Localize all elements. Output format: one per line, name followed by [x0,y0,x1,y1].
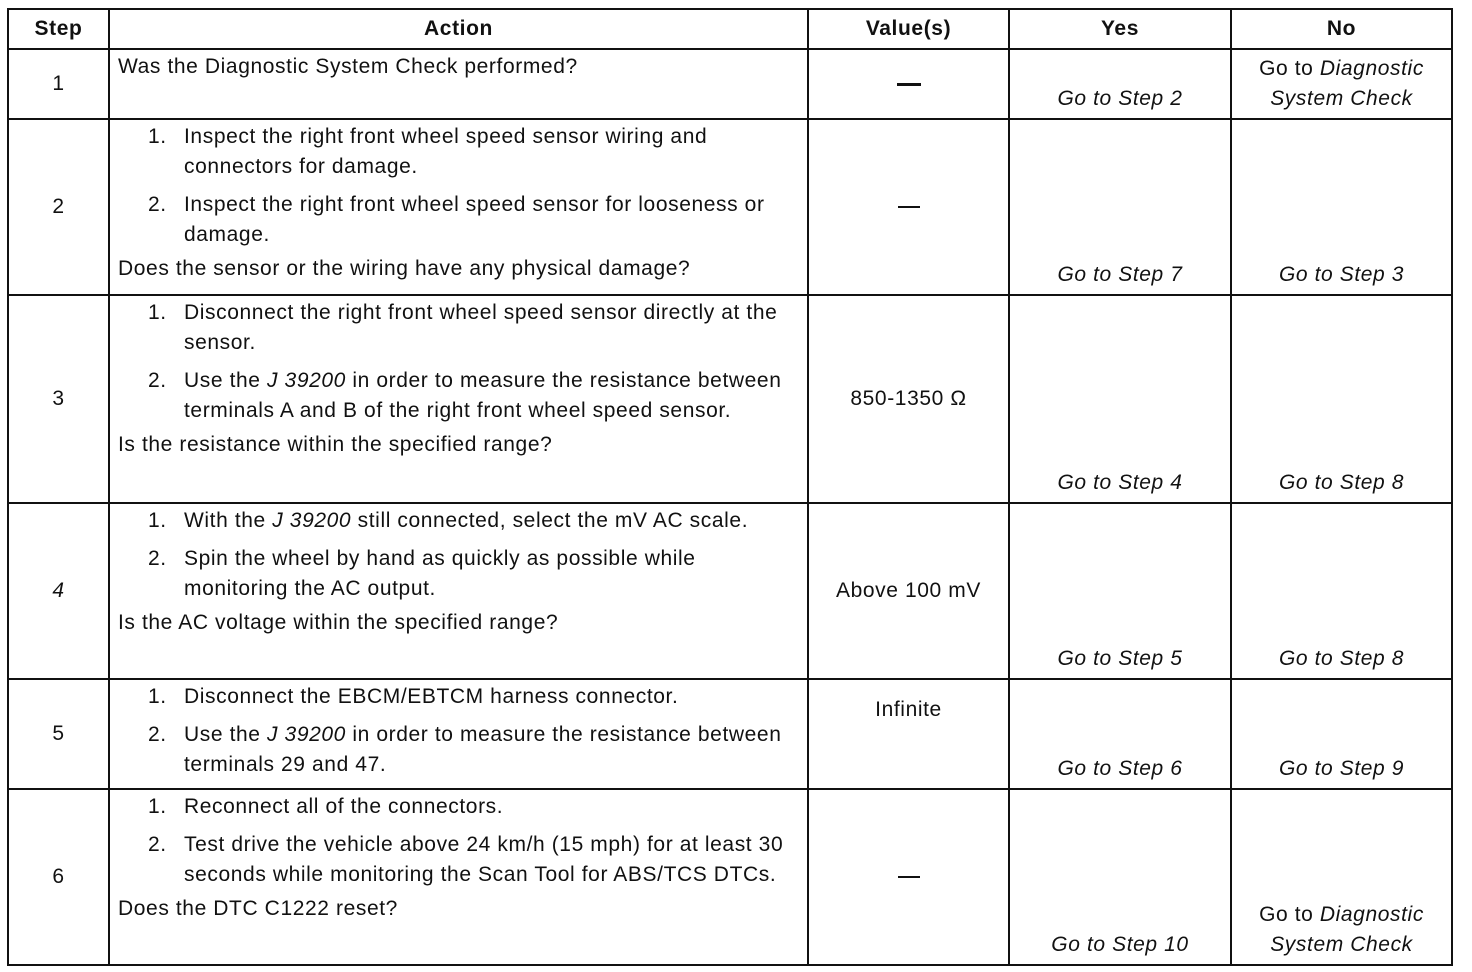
value-dash [898,206,920,208]
item-text: Inspect the right front wheel speed sensor for looseness or damage. [184,193,765,246]
table-row-step-4 [8,503,1452,679]
action-item [118,830,799,890]
item-text: Spin the wheel by hand as quickly as possible while monitoring the AC output. [184,547,696,600]
step-number: 1 [8,49,109,119]
step-number: 3 [8,295,109,503]
item-number: 2. [148,193,167,216]
action-cell [109,119,808,295]
header-yes: Yes [1009,9,1231,49]
action-cell [109,503,808,679]
action-item [118,366,799,426]
action-cell [109,295,808,503]
item-text-pre: With the [184,509,273,532]
step-number: 4 [8,503,109,679]
table-row-step-1 [8,49,1452,119]
step-number: 6 [8,789,109,965]
yes-go-to-step-6[interactable]: Go to Step 6 [1009,679,1231,789]
action-item [118,190,799,250]
item-number: 2. [148,833,167,856]
value-cell [808,119,1009,295]
item-text-post: still connected, select the mV AC scale. [351,509,749,532]
action-item [118,544,799,604]
no-go-to-step-9[interactable]: Go to Step 9 [1231,679,1452,789]
tool-name: J 39200 [267,723,346,746]
no-go-to-diagnostic-check[interactable] [1231,789,1452,965]
action-cell [109,789,808,965]
item-number: 1. [148,685,167,708]
value-cell [808,49,1009,119]
action-question: Does the sensor or the wiring have any physical damage? [118,257,691,280]
step-number: 5 [8,679,109,789]
yes-go-to-step-10[interactable]: Go to Step 10 [1009,789,1231,965]
value-cell: 850-1350 Ω [808,295,1009,503]
yes-go-to-step-7[interactable]: Go to Step 7 [1009,119,1231,295]
action-item [118,122,799,182]
value-cell: Infinite [808,679,1009,789]
table-row-step-3 [8,295,1452,503]
item-number: 1. [148,125,167,148]
item-text-pre: Use the [184,723,268,746]
no-link-text[interactable]: Diagnostic System Check [1270,903,1424,956]
yes-go-to-step-4[interactable]: Go to Step 4 [1009,295,1231,503]
action-question: Does the DTC C1222 reset? [118,897,398,920]
item-text: Test drive the vehicle above 24 km/h (15 mph) for at least 30 seconds while monitoring the Scan Tool for ABS/TCS DTCs. [184,833,784,886]
no-go-to-step-3[interactable]: Go to Step 3 [1231,119,1452,295]
header-row [8,9,1452,49]
value-cell [808,789,1009,965]
item-number: 1. [148,301,167,324]
item-number: 2. [148,369,167,392]
action-question: Is the resistance within the specified range? [118,433,553,456]
no-go-to-step-8[interactable]: Go to Step 8 [1231,295,1452,503]
item-text-pre: Use the [184,369,268,392]
no-go-to-step-8[interactable]: Go to Step 8 [1231,503,1452,679]
yes-go-to-step-5[interactable]: Go to Step 5 [1009,503,1231,679]
action-item [118,298,799,358]
no-prefix: Go to [1259,903,1314,926]
table-row-step-5 [8,679,1452,789]
action-item [118,506,799,536]
action-item [118,682,799,712]
item-text: Disconnect the right front wheel speed sensor directly at the sensor. [184,301,778,354]
no-go-to-diagnostic-check[interactable] [1231,49,1452,119]
action-cell [109,49,808,119]
value-cell: Above 100 mV [808,503,1009,679]
action-question: Was the Diagnostic System Check performed? [118,55,578,78]
item-text: Disconnect the EBCM/EBTCM harness connector. [184,685,679,708]
action-cell [109,679,808,789]
item-number: 1. [148,795,167,818]
item-number: 1. [148,509,167,532]
no-link-text[interactable]: Diagnostic System Check [1270,57,1424,110]
header-action: Action [109,9,808,49]
step-number: 2 [8,119,109,295]
item-text: Reconnect all of the connectors. [184,795,504,818]
tool-name: J 39200 [272,509,352,532]
no-prefix: Go to [1259,57,1314,80]
item-number: 2. [148,547,167,570]
value-dash [897,83,921,86]
action-question: Is the AC voltage within the specified range? [118,611,559,634]
table-row-step-2 [8,119,1452,295]
action-item [118,792,799,822]
item-number: 2. [148,723,167,746]
table-row-step-6 [8,789,1452,965]
header-step: Step [8,9,109,49]
header-values: Value(s) [808,9,1009,49]
item-text: Inspect the right front wheel speed sensor wiring and connectors for damage. [184,125,708,178]
yes-go-to-step-2[interactable]: Go to Step 2 [1009,49,1231,119]
item-text-post: in order to measure the resistance between terminals A and B of the right front wheel speed sensor. [184,369,782,422]
item-text-post: in order to measure the resistance between terminals 29 and 47. [184,723,782,776]
diagnostic-table [7,8,1453,966]
tool-name: J 39200 [267,369,346,392]
value-dash [898,876,920,878]
action-item [118,720,799,780]
header-no: No [1231,9,1452,49]
